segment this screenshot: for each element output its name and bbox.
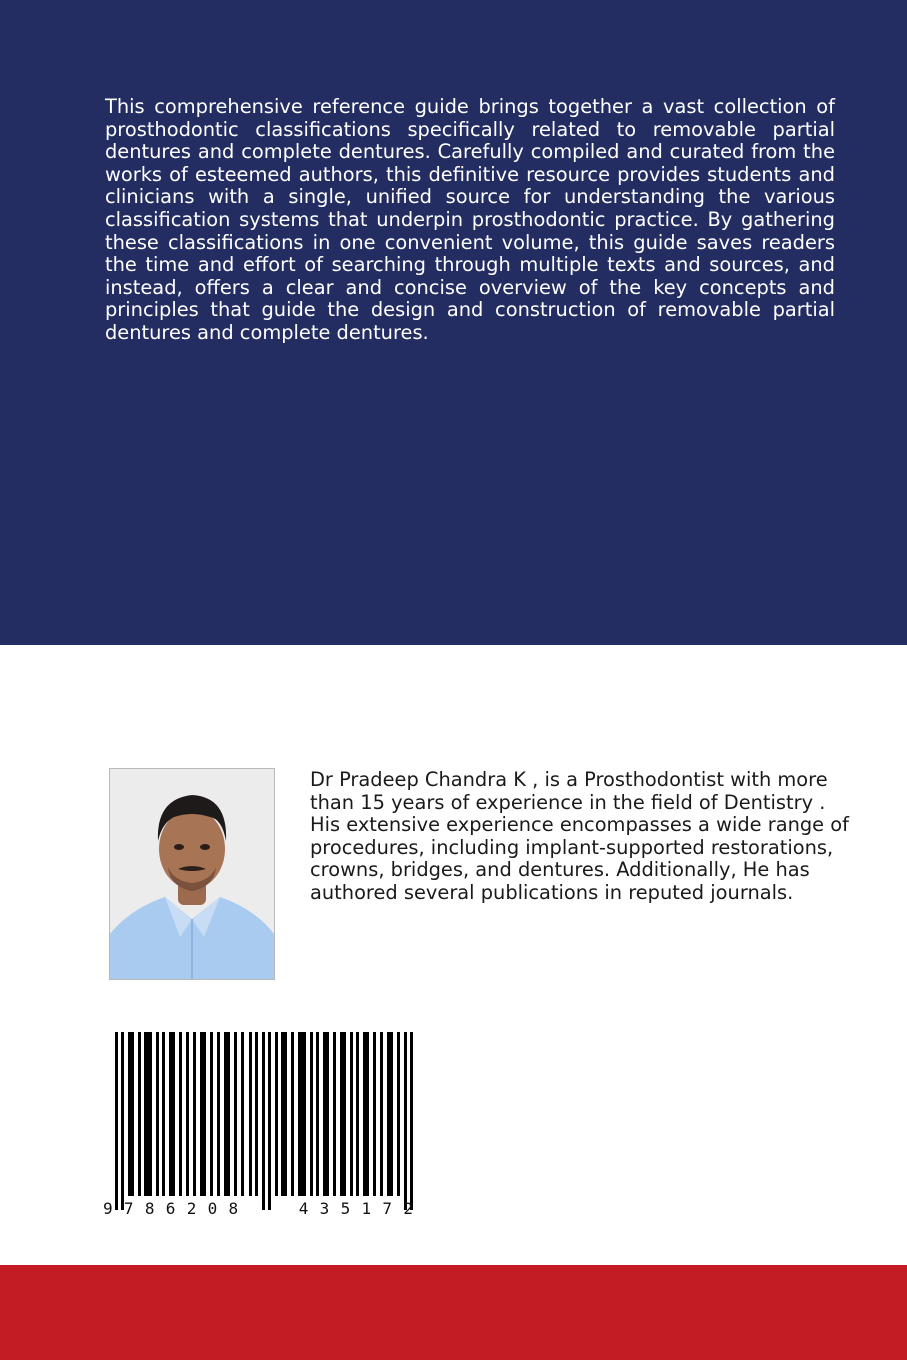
isbn-digits (103, 1199, 413, 1218)
author-portrait-image (110, 769, 274, 979)
isbn-digit: 3 (319, 1199, 330, 1218)
isbn-digit: 6 (165, 1199, 176, 1218)
isbn-digit-gap (249, 1199, 287, 1218)
isbn-barcode (103, 1032, 423, 1222)
isbn-digit: 7 (123, 1199, 134, 1218)
isbn-digit: 2 (403, 1199, 413, 1218)
isbn-digit: 1 (361, 1199, 372, 1218)
barcode-bars (115, 1032, 413, 1210)
isbn-digit: 8 (144, 1199, 155, 1218)
isbn-digit: 2 (186, 1199, 197, 1218)
isbn-digit: 9 (103, 1199, 113, 1218)
book-description: This comprehensive reference guide brings together a vast collection of prosthodontic classifications specifically related to removable partial dentures and complete dentures. Carefully compiled and curated from the works of esteemed authors, this definitive resource provides students and clinicians with a single, unified source for understanding the various classification systems that underpin prosthodontic practice. By gathering these classifications in one convenient volume, this guide saves readers the time and effort of searching through multiple texts and sources, and instead, offers a clear and concise overview of the key concepts and principles that guide the design and construction of removable partial dentures and complete dentures. (105, 95, 835, 344)
isbn-digit: 5 (340, 1199, 351, 1218)
bottom-red-band (0, 1265, 907, 1360)
isbn-digit: 8 (228, 1199, 239, 1218)
isbn-digit: 0 (207, 1199, 218, 1218)
isbn-digit: 4 (298, 1199, 309, 1218)
author-photo (109, 768, 275, 980)
isbn-digit: 7 (382, 1199, 393, 1218)
author-biography: Dr Pradeep Chandra K , is a Prosthodontist with more than 15 years of experience in the field of Dentistry . His extensive experience encompasses a wide range of procedures, including implant-supported restorations, crowns, bridges, and dentures. Additionally, He has authored several publications in reputed journals. (310, 768, 849, 904)
